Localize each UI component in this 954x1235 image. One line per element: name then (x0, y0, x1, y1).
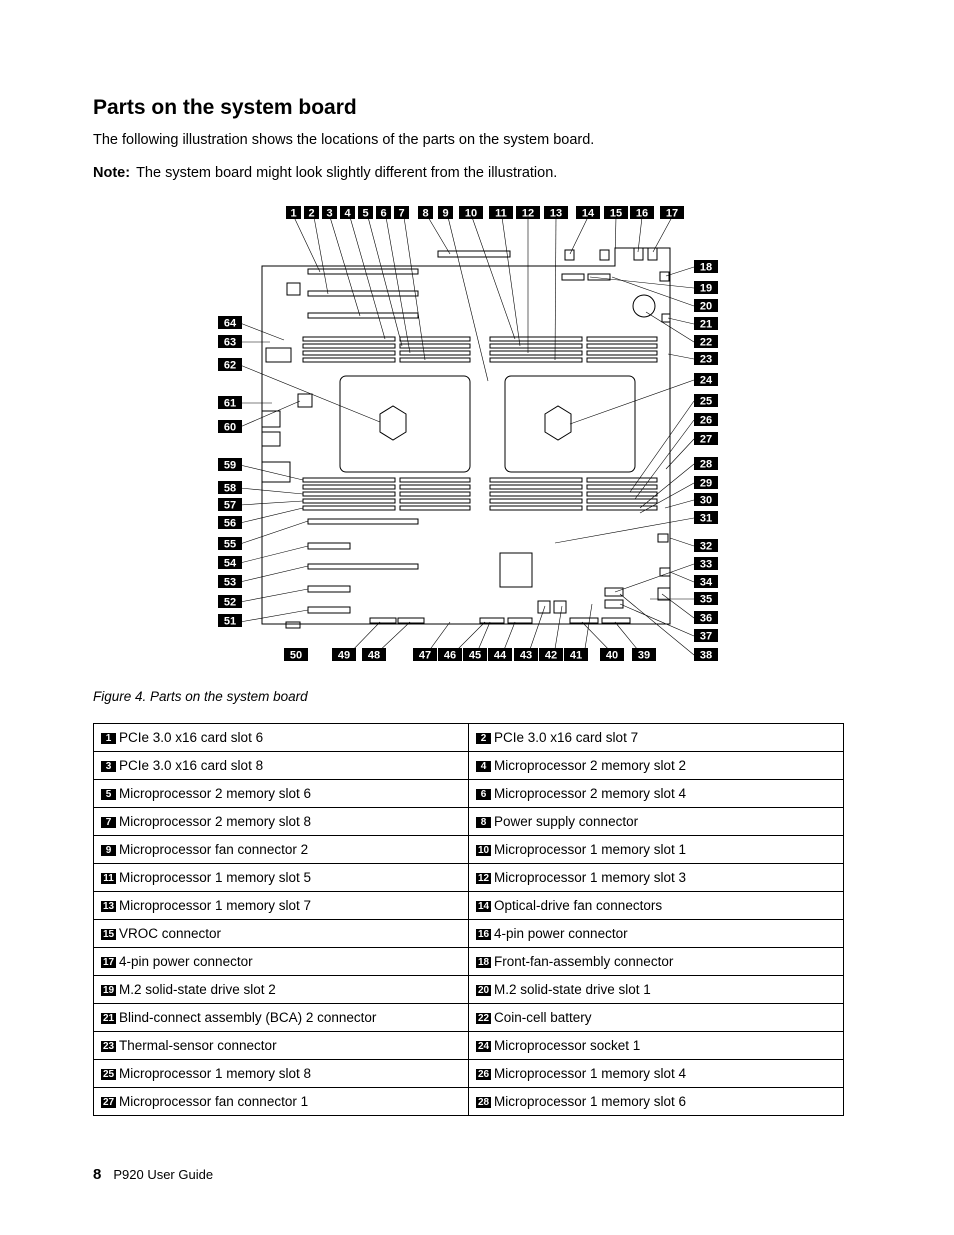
svg-text:9: 9 (442, 207, 449, 220)
svg-text:26: 26 (699, 414, 713, 427)
svg-text:3: 3 (326, 207, 333, 220)
callout-32 (694, 539, 718, 553)
callout-46 (438, 648, 462, 662)
part-number-badge: 3 (101, 761, 116, 772)
callout-29 (694, 476, 718, 490)
part-number-badge: 28 (477, 1097, 490, 1108)
part-label: Microprocessor 2 memory slot 8 (119, 814, 312, 829)
svg-text:59: 59 (223, 459, 237, 472)
pcie-slot-lower-3 (308, 564, 418, 569)
part-number-badge: 4 (476, 761, 491, 772)
part-number-badge: 13 (102, 901, 115, 912)
part-label: Blind-connect assembly (BCA) 2 connector (119, 1010, 377, 1025)
svg-text:44: 44 (493, 649, 507, 662)
part-number-badge: 9 (101, 845, 116, 856)
callout-34 (694, 575, 718, 589)
cpu1-memory-upper (490, 337, 657, 362)
part-label: Microprocessor socket 1 (494, 1038, 641, 1053)
svg-text:50: 50 (289, 649, 303, 662)
svg-text:56: 56 (223, 517, 237, 530)
table-row (94, 864, 844, 892)
callout-2 (304, 206, 319, 220)
svg-text:48: 48 (367, 649, 381, 662)
page-title: Parts on the system board (93, 96, 357, 119)
svg-text:5: 5 (362, 207, 369, 220)
part-label: Thermal-sensor connector (119, 1038, 277, 1053)
callout-7 (394, 206, 409, 220)
part-number-badge: 7 (101, 817, 116, 828)
table-row (94, 752, 844, 780)
part-number-badge: 21 (102, 1013, 115, 1024)
callout-61 (218, 396, 242, 410)
part-label: 4-pin power connector (494, 926, 628, 941)
callout-30 (694, 493, 718, 507)
callout-63 (218, 335, 242, 349)
pcie-slot-lower-2 (308, 543, 350, 549)
table-cell (469, 780, 844, 808)
svg-text:42: 42 (544, 649, 558, 662)
callout-64 (218, 316, 242, 330)
page-number: 8 (93, 1166, 102, 1183)
svg-text:19: 19 (699, 282, 713, 295)
callout-41 (564, 648, 588, 662)
callout-19 (694, 281, 718, 295)
table-row (94, 976, 844, 1004)
part-label: PCIe 3.0 x16 card slot 6 (119, 730, 264, 745)
svg-text:18: 18 (699, 261, 713, 274)
callout-50 (284, 648, 308, 662)
callout-33 (694, 557, 718, 571)
svg-text:57: 57 (223, 499, 237, 512)
callout-badges (218, 206, 718, 662)
svg-text:64: 64 (223, 317, 237, 330)
cpu1-memory-lower (490, 478, 657, 510)
callout-43 (514, 648, 538, 662)
part-label: Power supply connector (494, 814, 639, 829)
callout-40 (600, 648, 624, 662)
callout-55 (218, 537, 242, 551)
callout-27 (694, 432, 718, 446)
part-number-badge: 11 (101, 873, 116, 884)
part-number-badge: 16 (477, 929, 490, 940)
system-board-illustration (210, 196, 730, 672)
part-number-badge: 17 (102, 957, 115, 968)
part-number-badge: 1 (101, 733, 116, 744)
part-label: PCIe 3.0 x16 card slot 8 (119, 758, 264, 773)
table-row (94, 1032, 844, 1060)
table-cell (469, 1004, 844, 1032)
callout-53 (218, 575, 242, 589)
svg-text:6: 6 (380, 207, 387, 220)
callout-42 (539, 648, 563, 662)
callout-36 (694, 611, 718, 625)
callout-48 (362, 648, 386, 662)
svg-text:16: 16 (635, 207, 649, 220)
svg-text:1: 1 (290, 207, 297, 220)
table-row (94, 1088, 844, 1116)
callout-24 (694, 373, 718, 387)
svg-text:2: 2 (308, 207, 315, 220)
callout-10 (459, 206, 483, 220)
table-cell (94, 808, 469, 836)
part-label: PCIe 3.0 x16 card slot 7 (494, 730, 639, 745)
table-cell (94, 836, 469, 864)
pcie-slot-7 (308, 291, 418, 296)
callout-9 (438, 206, 453, 220)
svg-text:38: 38 (699, 649, 713, 662)
table-cell (469, 1032, 844, 1060)
svg-text:13: 13 (549, 207, 563, 220)
callout-17 (660, 206, 684, 220)
part-label: M.2 solid-state drive slot 2 (119, 982, 276, 997)
part-number-badge: 20 (477, 985, 490, 996)
svg-text:17: 17 (665, 207, 679, 220)
callout-62 (218, 358, 242, 372)
svg-text:23: 23 (699, 353, 713, 366)
callout-45 (463, 648, 487, 662)
svg-text:49: 49 (337, 649, 351, 662)
svg-text:47: 47 (418, 649, 432, 662)
callout-18 (694, 260, 718, 274)
part-number-badge: 24 (477, 1041, 490, 1052)
callout-16 (630, 206, 654, 220)
board-outline (262, 248, 670, 624)
part-number-badge: 23 (102, 1041, 115, 1052)
table-cell (94, 1032, 469, 1060)
svg-text:21: 21 (699, 318, 713, 331)
table-row (94, 1004, 844, 1032)
page-footer (93, 1166, 213, 1183)
svg-text:30: 30 (699, 494, 713, 507)
pcie-slot-lower-4 (308, 586, 350, 592)
part-label: Microprocessor fan connector 1 (119, 1094, 309, 1109)
svg-text:15: 15 (609, 207, 623, 220)
table-row (94, 892, 844, 920)
svg-text:37: 37 (699, 630, 713, 643)
svg-text:41: 41 (569, 649, 583, 662)
callout-54 (218, 556, 242, 570)
svg-text:31: 31 (699, 512, 713, 525)
svg-text:62: 62 (223, 359, 237, 372)
coin-cell-battery-shape (633, 295, 655, 317)
table-row (94, 1060, 844, 1088)
part-label: Microprocessor 1 memory slot 3 (494, 870, 687, 885)
svg-text:53: 53 (223, 576, 237, 589)
callout-39 (632, 648, 656, 662)
callout-3 (322, 206, 337, 220)
table-cell (94, 780, 469, 808)
part-number-badge: 18 (477, 957, 490, 968)
part-number-badge: 25 (102, 1069, 115, 1080)
part-number-badge: 12 (477, 873, 490, 884)
svg-text:22: 22 (699, 336, 713, 349)
cpu1-heatspreader (545, 406, 571, 440)
table-cell (94, 864, 469, 892)
svg-text:11: 11 (495, 207, 507, 220)
part-label: 4-pin power connector (119, 954, 253, 969)
callout-35 (694, 592, 718, 606)
part-number-badge: 27 (102, 1097, 115, 1108)
table-cell (469, 892, 844, 920)
callout-12 (516, 206, 540, 220)
svg-text:7: 7 (398, 207, 405, 220)
part-number-badge: 22 (477, 1013, 490, 1024)
guide-title: P920 User Guide (113, 1167, 214, 1182)
callout-49 (332, 648, 356, 662)
part-number-badge: 10 (477, 845, 490, 856)
callout-20 (694, 299, 718, 313)
part-label: Microprocessor 1 memory slot 5 (119, 870, 312, 885)
svg-text:55: 55 (223, 538, 237, 551)
part-number-badge: 5 (101, 789, 116, 800)
parts-table (93, 723, 844, 1116)
svg-text:60: 60 (223, 421, 237, 434)
svg-text:51: 51 (223, 615, 237, 628)
callout-25 (694, 394, 718, 408)
svg-text:35: 35 (699, 593, 713, 606)
callout-44 (488, 648, 512, 662)
part-label: Microprocessor fan connector 2 (119, 842, 309, 857)
callout-28 (694, 457, 718, 471)
cpu2-memory-lower (303, 478, 470, 510)
part-label: M.2 solid-state drive slot 1 (494, 982, 651, 997)
table-cell (94, 752, 469, 780)
svg-text:28: 28 (699, 458, 713, 471)
table-cell (469, 948, 844, 976)
table-cell (94, 892, 469, 920)
callout-57 (218, 498, 242, 512)
callout-1 (286, 206, 301, 220)
part-label: Optical-drive fan connectors (494, 898, 663, 913)
callout-8 (418, 206, 433, 220)
note-text: The system board might look slightly different from the illustration. (136, 165, 558, 181)
callout-13 (544, 206, 568, 220)
part-number-badge: 8 (476, 817, 491, 828)
table-cell (94, 724, 469, 752)
svg-text:12: 12 (521, 207, 535, 220)
svg-text:61: 61 (223, 397, 237, 410)
table-cell (94, 948, 469, 976)
chipset (500, 553, 532, 587)
svg-text:43: 43 (519, 649, 533, 662)
svg-text:24: 24 (699, 374, 713, 387)
svg-text:4: 4 (344, 207, 351, 220)
svg-text:39: 39 (637, 649, 651, 662)
svg-text:33: 33 (699, 558, 713, 571)
callout-38 (694, 648, 718, 662)
svg-text:10: 10 (464, 207, 478, 220)
callout-26 (694, 413, 718, 427)
part-label: Microprocessor 2 memory slot 4 (494, 786, 687, 801)
part-label: Microprocessor 1 memory slot 6 (494, 1094, 687, 1109)
table-row (94, 780, 844, 808)
callout-37 (694, 629, 718, 643)
callout-56 (218, 516, 242, 530)
table-cell (94, 1060, 469, 1088)
microprocessor-socket-2 (340, 376, 470, 472)
svg-text:14: 14 (581, 207, 595, 220)
svg-text:54: 54 (223, 557, 237, 570)
pcie-slot-lower-5 (308, 607, 350, 613)
pcie-slot-lower-1 (308, 519, 418, 524)
table-row (94, 920, 844, 948)
table-cell (469, 752, 844, 780)
part-label: Microprocessor 1 memory slot 8 (119, 1066, 312, 1081)
svg-text:27: 27 (699, 433, 713, 446)
table-row (94, 836, 844, 864)
svg-text:63: 63 (223, 336, 237, 349)
part-number-badge: 2 (476, 733, 491, 744)
note-paragraph (93, 165, 557, 181)
part-number-badge: 14 (477, 901, 490, 912)
note-label: Note: (93, 165, 131, 181)
cpu2-heatspreader (380, 406, 406, 440)
svg-text:52: 52 (223, 596, 237, 609)
callout-4 (340, 206, 355, 220)
part-label: Microprocessor 2 memory slot 6 (119, 786, 312, 801)
callout-58 (218, 481, 242, 495)
svg-text:36: 36 (699, 612, 713, 625)
part-number-badge: 6 (476, 789, 491, 800)
callout-22 (694, 335, 718, 349)
table-cell (94, 1004, 469, 1032)
callout-6 (376, 206, 391, 220)
cpu2-memory-upper (303, 337, 470, 362)
callout-14 (576, 206, 600, 220)
svg-text:58: 58 (223, 482, 237, 495)
figure-caption: Figure 4. Parts on the system board (93, 689, 308, 704)
callout-21 (694, 317, 718, 331)
svg-text:46: 46 (443, 649, 457, 662)
svg-text:34: 34 (699, 576, 713, 589)
table-cell (469, 1088, 844, 1116)
part-label: Front-fan-assembly connector (494, 954, 674, 969)
part-label: Microprocessor 1 memory slot 1 (494, 842, 687, 857)
table-cell (94, 1088, 469, 1116)
intro-paragraph: The following illustration shows the locations of the parts on the system board. (93, 132, 595, 148)
callout-23 (694, 352, 718, 366)
callout-11 (489, 206, 513, 220)
part-label: Microprocessor 1 memory slot 4 (494, 1066, 687, 1081)
callout-31 (694, 511, 718, 525)
part-label: Microprocessor 2 memory slot 2 (494, 758, 687, 773)
table-cell (469, 836, 844, 864)
svg-text:8: 8 (422, 207, 429, 220)
part-number-badge: 19 (102, 985, 115, 996)
part-number-badge: 26 (477, 1069, 490, 1080)
part-label: Microprocessor 1 memory slot 7 (119, 898, 312, 913)
callout-5 (358, 206, 373, 220)
callout-59 (218, 458, 242, 472)
table-cell (469, 920, 844, 948)
callout-52 (218, 595, 242, 609)
part-label: VROC connector (119, 926, 222, 941)
table-cell (469, 808, 844, 836)
callout-60 (218, 420, 242, 434)
svg-text:29: 29 (699, 477, 713, 490)
table-row (94, 808, 844, 836)
callout-47 (413, 648, 437, 662)
svg-text:25: 25 (699, 395, 713, 408)
table-row (94, 948, 844, 976)
callout-15 (604, 206, 628, 220)
table-row (94, 724, 844, 752)
svg-text:32: 32 (699, 540, 713, 553)
table-cell (469, 724, 844, 752)
part-label: Coin-cell battery (494, 1010, 592, 1025)
table-cell (94, 920, 469, 948)
part-number-badge: 15 (102, 929, 115, 940)
table-cell (469, 864, 844, 892)
pcie-slot-8 (308, 313, 418, 318)
svg-text:45: 45 (468, 649, 482, 662)
table-cell (469, 1060, 844, 1088)
table-cell (469, 976, 844, 1004)
svg-text:40: 40 (605, 649, 619, 662)
callout-51 (218, 614, 242, 628)
table-cell (94, 976, 469, 1004)
svg-text:20: 20 (699, 300, 713, 313)
